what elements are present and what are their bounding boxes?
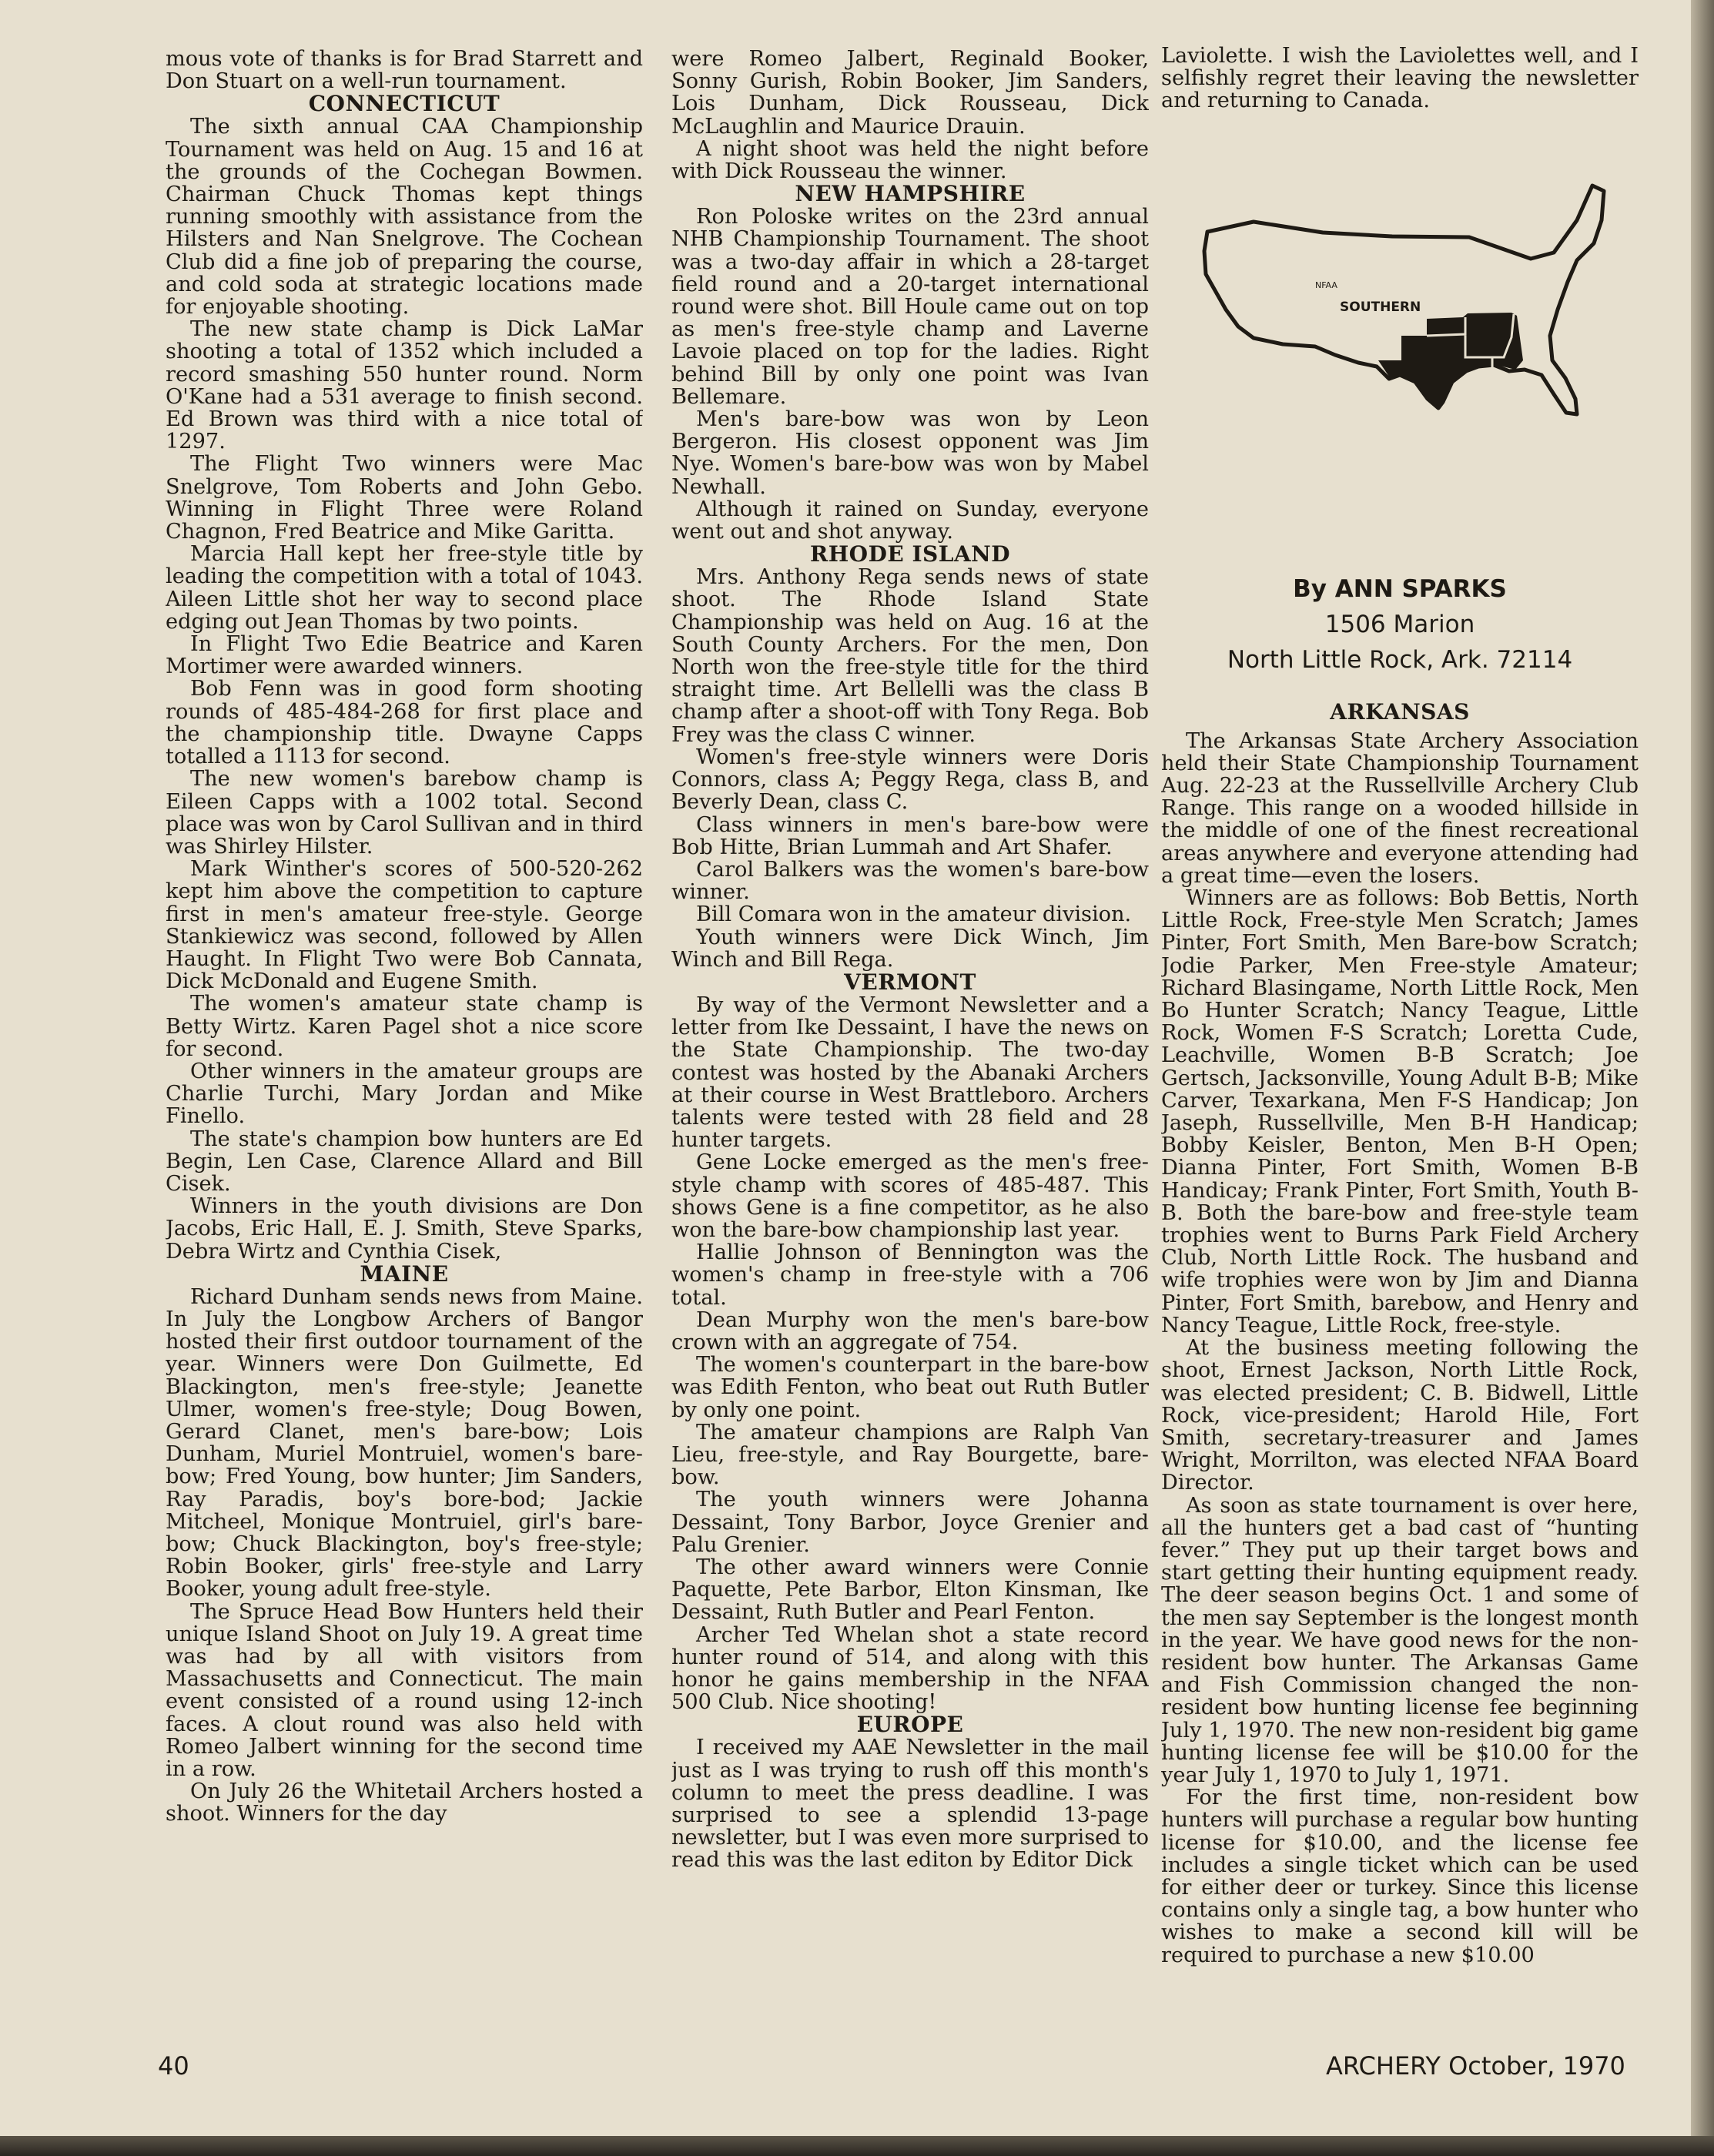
paragraph: The youth winners were Johanna Dessaint, Tony Barbor, Joyce Grenier and Palu Grenier.	[671, 1488, 1149, 1557]
paragraph: The amateur champions are Ralph Van Lieu, free-style, and Ray Bourgette, bare-bow.	[671, 1420, 1149, 1490]
paragraph: The Flight Two winners were Mac Snelgrove, Tom Roberts and John Gebo. Winning in Flight Three were Roland Chagnon, Fred Beatrice and Mike Garitta.	[166, 452, 643, 544]
us-region-map	[1161, 159, 1639, 559]
paragraph: mous vote of thanks is for Brad Starrett and Don Stuart on a well-run tournament.	[166, 48, 643, 94]
paragraph: Mark Winther's scores of 500-520-262 kept him above the competition to capture first in men's amateur free-style. George Stankiewicz was second, followed by Allen Haught. In Flight Two were Bob Cannata, Dick McDonald and Eugene Smith.	[166, 857, 643, 994]
page-bottom-shadow	[0, 2136, 1714, 2156]
paragraph: At the business meeting following the shoot, Ernest Jackson, North Little Rock, was elected president; C. B. Bidwell, Little Rock, vice-president; Harold Hile, Fort Smith, secretary-treasurer and James Wright, Morrilton, was elected NFAA Board Director.	[1161, 1336, 1639, 1495]
paragraph: The Arkansas State Archery Association held their State Championship Tournament Aug. 22-23 at the Russellville Archery Club Range. This range on a wooded hillside in the middle of one of the finest recreational areas anywhere and everyone attending had a great time—even the losers.	[1161, 728, 1639, 888]
paragraph: Carol Balkers was the women's bare-bow winner.	[671, 857, 1149, 905]
paragraph: were Romeo Jalbert, Reginald Booker, Sonny Gurish, Robin Booker, Jim Sanders, Lois Dunham, Dick Rousseau, Dick McLaughlin and Maurice Drauin.	[671, 48, 1149, 139]
paragraph: Gene Locke emerged as the men's free-style champ with scores of 485-487. This shows Gene is a fine competitor, as he also won the bare-bow championship last year.	[671, 1150, 1149, 1242]
paragraph: Youth winners were Dick Winch, Jim Winch and Bill Rega.	[671, 925, 1149, 972]
us-map-illustration	[1161, 159, 1639, 544]
paragraph: Dean Murphy won the men's bare-bow crown with an aggregate of 754.	[671, 1307, 1149, 1354]
paragraph: Men's bare-bow was won by Leon Bergeron. His closest opponent was Jim Nye. Women's bare-bow was won by Mabel Newhall.	[671, 407, 1149, 499]
map-small-label: NFAA	[1315, 280, 1337, 290]
author-address-line2: North Little Rock, Ark. 72114	[1227, 645, 1573, 674]
paragraph: The women's counterpart in the bare-bow was Edith Fenton, who beat out Ruth Butler by only one point.	[671, 1353, 1149, 1422]
author-address-line1: 1506 Marion	[1324, 610, 1475, 638]
paragraph: Winners are as follows: Bob Bettis, North Little Rock, Free-style Men Scratch; James Pinter, Fort Smith, Men Bare-bow Scratch; Jodie Parker, Men Free-style Amateur; Richard Blasingame, North Little Rock, Men Bo Hunter Scratch; Nancy Teague, Little Rock, Women F-S Scratch; Loretta Cude, Leachville, Women B-B Scratch; Joe Gertsch, Jacksonville, Young Adult B-B; Mike Carver, Texarkana, Men F-S Handicap; Jon Jaseph, Russellville, Men B-H Handicap; Bobby Keisler, Benton, Men B-H Open; Dianna Pinter, Fort Smith, Women B-B Handicay; Frank Pinter, Fort Smith, Youth B-B. Both the bare-bow and free-style team trophies went to Burns Park Field Archery Club, North Little Rock. The husband and wife trophies were won by Jim and Dianna Pinter, Fort Smith, barebow, and Henry and Nancy Teague, Little Rock, free-style.	[1161, 886, 1639, 1337]
section-heading-arkansas: ARKANSAS	[1330, 698, 1470, 725]
paragraph: In Flight Two Edie Beatrice and Karen Mortimer were awarded winners.	[166, 632, 643, 679]
paragraph: Laviolette. I wish the Laviolettes well, and I selfishly regret their leaving the newsletter and returning to Canada.	[1161, 45, 1639, 113]
paragraph: The state's champion bow hunters are Ed Begin, Len Case, Clarence Allard and Bill Cisek.	[166, 1127, 643, 1196]
page-number: 40	[158, 2051, 189, 2081]
paragraph: The new state champ is Dick LaMar shooting a total of 1352 which included a record smashing 550 hunter round. Norm O'Kane had a 531 average to finish second. Ed Brown was third with a nice total of 1297.	[166, 317, 643, 454]
paragraph: Although it rained on Sunday, everyone went out and shot anyway.	[671, 497, 1149, 544]
paragraph: I received my AAE Newsletter in the mail just as I was trying to rush off this month's column to meet the press deadline. I was surprised to see a splendid 13-page newsletter, but I was even more surprised to read this was the last editon by Editor Dick	[671, 1736, 1149, 1873]
section-heading-europe: EUROPE	[856, 1712, 964, 1738]
paragraph: Mrs. Anthony Rega sends news of state shoot. The Rhode Island State Championship was held on Aug. 16 at the South County Archers. For the men, Don North won the free-style title for the third straight time. Art Bellelli was the class B champ after a shoot-off with Tony Rega. Bob Frey was the class C winner.	[671, 565, 1149, 747]
paragraph: The new women's barebow champ is Eileen Capps with a 1002 total. Second place was won by Carol Sullivan and in third was Shirley Hilster.	[166, 767, 643, 859]
paragraph: For the first time, non-resident bow hunters will purchase a regular bow hunting license for $10.00, and the license fee includes a single ticket which can be used for either deer or turkey. Since this license contains only a single tag, a bow hunter who wishes to make a second kill will be required to purchase a new $10.00	[1161, 1786, 1639, 1967]
paragraph: Ron Poloske writes on the 23rd annual NHB Championship Tournament. The shoot was a two-day affair in which a 28-target field round and a 20-target international round were shot. Bill Houle came out on top as men's free-style champ and Laverne Lavoie placed on top for the ladies. Right behind Bill by only one point was Ivan Bellemare.	[671, 205, 1149, 409]
paragraph: By way of the Vermont Newsletter and a letter from Ike Dessaint, I have the news on the State Championship. The two-day contest was hosted by the Abanaki Archers at their course in West Brattleboro. Archers talents were tested with 28 field and 28 hunter targets.	[671, 993, 1149, 1153]
paragraph: As soon as state tournament is over here, all the hunters get a bad cast of “hunting fever.” They put up their target bows and start getting their hunting equipment ready. The deer season begins Oct. 1 and some of the men say September is the longest month in the year. We have good news for the non-resident bow hunter. The Arkansas Game and Fish Commission changed the non-resident bow hunting license fee beginning July 1, 1970. The new non-resident big game hunting license fee will be $10.00 for the year July 1, 1970 to July 1, 1971.	[1161, 1493, 1639, 1787]
paragraph: Winners in the youth divisions are Don Jacobs, Eric Hall, E. J. Smith, Steve Sparks, Debra Wirtz and Cynthia Cisek,	[166, 1194, 643, 1264]
column-middle	[671, 48, 1149, 2019]
paragraph: Richard Dunham sends news from Maine. In July the Longbow Archers of Bangor hosted their first outdoor tournament of the year. Winners were Don Guilmette, Ed Blackington, men's free-style; Jeanette Ulmer, women's free-style; Doug Bowen, Gerard Clanet, men's bare-bow; Lois Dunham, Muriel Montruiel, women's bare-bow; Fred Young, bow hunter; Jim Sanders, Ray Paradis, boy's bore-bod; Jackie Mitcheel, Monique Montruiel, girl's bare-bow; Chuck Blackington, boy's free-style; Robin Booker, girls' free-style and Larry Booker, young adult free-style.	[166, 1284, 643, 1602]
paragraph: Marcia Hall kept her free-style title by leading the competition with a total of 1043. Aileen Little shot her way to second place edging out Jean Thomas by two points.	[166, 542, 643, 634]
paragraph: Women's free-style winners were Doris Connors, class A; Peggy Rega, class B, and Beverly Dean, class C.	[671, 745, 1149, 815]
section-heading-new-hampshire: NEW HAMPSHIRE	[795, 181, 1026, 207]
paragraph: The Spruce Head Bow Hunters held their unique Island Shoot on July 19. A great time was had by all with visitors from Massachusetts and Connecticut. The main event consisted of a round using 12-inch faces. A clout round was also held with Romeo Jalbert winning for the second time in a row.	[166, 1599, 643, 1782]
southern-region-shape	[1378, 313, 1523, 407]
paragraph: Bill Comara won in the amateur division.	[696, 902, 1132, 927]
author-name: By ANN SPARKS	[1293, 574, 1507, 603]
magazine-footer: ARCHERY October, 1970	[1326, 2051, 1625, 2081]
paragraph: Other winners in the amateur groups are Charlie Turchi, Mary Jordan and Mike Finello.	[166, 1059, 643, 1129]
section-heading-maine: MAINE	[360, 1260, 449, 1287]
section-heading-connecticut: CONNECTICUT	[308, 91, 500, 117]
paragraph: The sixth annual CAA Championship Tournament was held on Aug. 15 and 16 at the grounds of the Cochegan Bowmen. Chairman Chuck Thomas kept things running smoothly with assistance from the Hilsters and Nan Snelgrove. The Cochean Club did a fine job of preparing the course, and cold soda at strategic locations made for enjoyable shooting.	[166, 115, 643, 320]
paragraph: Bob Fenn was in good form shooting rounds of 485-484-268 for first place and the championship title. Dwayne Capps totalled a 1113 for second.	[166, 677, 643, 769]
page-edge-shadow	[1691, 0, 1714, 2156]
paragraph: Hallie Johnson of Bennington was the women's champ in free-style with a 706 total.	[671, 1240, 1149, 1310]
paragraph: Archer Ted Whelan shot a state record hunter round of 514, and along with this honor he gains membership in the NFAA 500 Club. Nice shooting!	[671, 1622, 1149, 1715]
section-heading-rhode-island: RHODE ISLAND	[809, 541, 1011, 567]
column-left	[166, 48, 643, 2019]
paragraph: Class winners in men's bare-bow were Bob Hitte, Brian Lummah and Art Shafer.	[671, 812, 1149, 859]
map-region-label: SOUTHERN	[1340, 299, 1421, 315]
paragraph: The women's amateur state champ is Betty Wirtz. Karen Pagel shot a nice score for second.	[166, 992, 643, 1061]
section-heading-vermont: VERMONT	[844, 969, 976, 995]
paragraph: On July 26 the Whitetail Archers hosted a shoot. Winners for the day	[166, 1779, 643, 1826]
paragraph: A night shoot was held the night before with Dick Rousseau the winner.	[671, 136, 1149, 184]
paragraph: The other award winners were Connie Paquette, Pete Barbor, Elton Kinsman, Ike Dessaint, Ruth Butler and Pearl Fenton.	[671, 1555, 1149, 1625]
column-right	[1161, 45, 1639, 2016]
author-byline	[1161, 571, 1639, 678]
